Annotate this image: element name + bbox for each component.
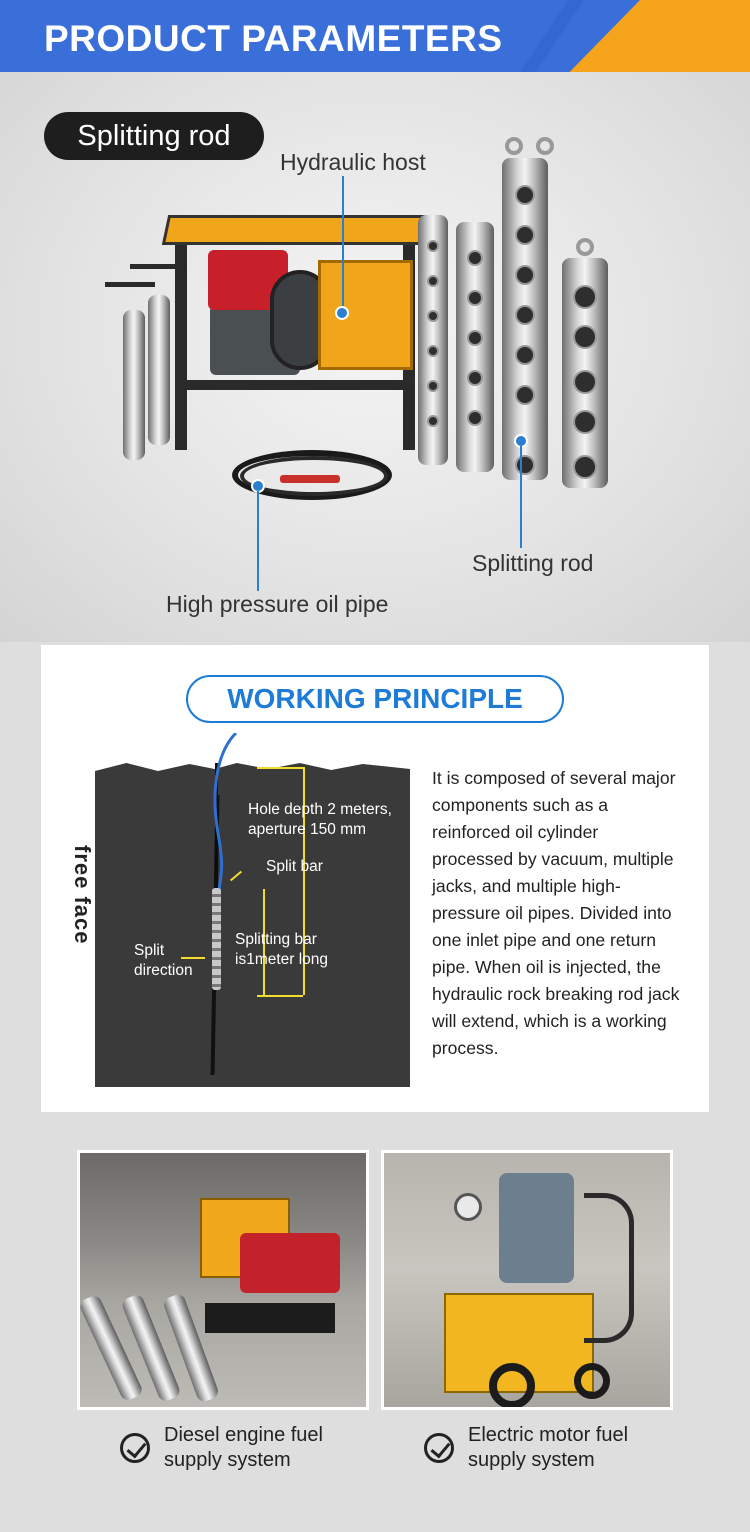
rod-hole: [515, 265, 535, 285]
diesel-system-photo: [77, 1150, 369, 1410]
cart-wheel: [574, 1363, 610, 1399]
rod-hole: [573, 325, 597, 349]
rod-hole: [515, 345, 535, 365]
free-face-label: free face: [70, 845, 95, 945]
rod-hole: [573, 455, 597, 479]
rod-hole: [467, 370, 483, 386]
depth-tick-bottom: [257, 995, 303, 997]
callout-dot: [335, 306, 349, 320]
diesel-engine: [240, 1233, 340, 1293]
splitting-rod-1: [418, 215, 448, 465]
caption-electric: [424, 1423, 628, 1473]
cart-wheel: [489, 1363, 535, 1409]
principle-description: It is composed of several major components such as a reinforced oil cylinder processed by vacuum, multiple jacks, and multiple high-pressure oil pipes. Divided into one inlet pipe and one return pipe. When oil is injected, the hydraulic rock breaking rod jack will extend, which is a working process.: [432, 768, 680, 1058]
rod-hole: [467, 410, 483, 426]
working-principle-title: WORKING PRINCIPLE: [186, 675, 564, 723]
header-banner: [0, 0, 750, 72]
rod-hole: [427, 345, 439, 357]
depth-tick-top: [257, 767, 303, 769]
rod-hole: [573, 285, 597, 309]
callout-line: [257, 491, 259, 591]
page-title: PRODUCT PARAMETERS: [44, 18, 503, 59]
label-hole-depth: Hole depth 2 meters, aperture 150 mm: [248, 801, 392, 838]
splitting-rod-small-1: [123, 310, 145, 460]
electric-system-photo: [381, 1150, 673, 1410]
check-circle-icon: [424, 1433, 454, 1463]
caption-diesel-text: Diesel engine fuel supply system: [164, 1424, 323, 1471]
callout-line: [342, 176, 344, 313]
rod-hole: [427, 275, 439, 287]
rod-handle: [105, 282, 155, 287]
working-principle-card: [41, 645, 709, 1112]
hydraulic-host-top: [162, 215, 428, 245]
rod-hole: [427, 240, 439, 252]
rod-hole: [515, 225, 535, 245]
rod-hole: [427, 380, 439, 392]
rod-hole: [515, 385, 535, 405]
caption-diesel: [120, 1423, 323, 1473]
lifting-ring: [536, 137, 554, 155]
frame-crossbar: [185, 380, 405, 390]
rod-hole: [515, 185, 535, 205]
rod-handle: [130, 264, 180, 269]
label-split-bar: Split bar: [266, 858, 323, 875]
splitting-bar: [212, 888, 221, 990]
lifting-ring: [576, 238, 594, 256]
splitting-rod-small-2: [148, 295, 170, 445]
check-circle-icon: [120, 1433, 150, 1463]
blue-oil-pipe: [206, 733, 246, 893]
rod-hole: [467, 250, 483, 266]
rod-hole: [515, 305, 535, 325]
diesel-cart: [205, 1303, 335, 1333]
callout-line: [520, 446, 522, 548]
splitting-rod-badge: Splitting rod: [44, 112, 264, 160]
hydraulic-oil-tank: [318, 260, 413, 370]
rod-hole: [467, 290, 483, 306]
caption-electric-text: Electric motor fuel supply system: [468, 1424, 629, 1471]
callout-splitting-rod: Splitting rod: [472, 550, 594, 576]
label-split-direction: Split direction: [134, 942, 193, 979]
label-splitting-bar: Splitting bar is1meter long: [235, 931, 329, 968]
rod-hole: [573, 370, 597, 394]
lifting-ring: [505, 137, 523, 155]
rod-hole: [427, 415, 439, 427]
callout-hydraulic-host: Hydraulic host: [280, 149, 426, 175]
pressure-gauge: [454, 1193, 482, 1221]
callout-oil-pipe: High pressure oil pipe: [166, 591, 389, 617]
electric-motor: [499, 1173, 574, 1283]
cart-handle: [584, 1193, 634, 1343]
rod-hole: [467, 330, 483, 346]
rod-hole: [515, 455, 535, 475]
rod-hole: [573, 410, 597, 434]
pipe-connectors: [280, 475, 340, 483]
rod-hole: [427, 310, 439, 322]
